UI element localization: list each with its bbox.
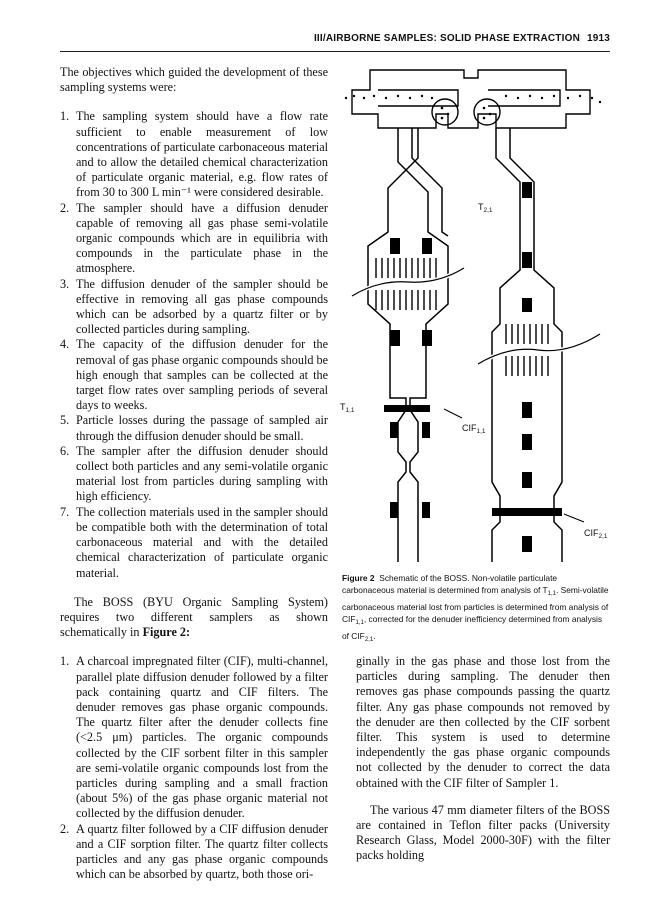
figure-reference: Figure 2 (142, 625, 187, 640)
list-item (60, 109, 328, 200)
caption-sub-1: 1,1 (547, 591, 556, 598)
label-cif21-sub: 2,1 (598, 533, 608, 540)
cyclone-left (432, 99, 458, 125)
label-t21-sub: 2,1 (483, 207, 493, 214)
list-item (60, 413, 328, 443)
caption-label: Figure 2 (342, 573, 375, 583)
label-t11-sub: 1,1 (345, 407, 355, 414)
left-column (60, 65, 328, 882)
list-item-number: 2. (60, 821, 70, 836)
list-item-number: 1. (60, 109, 70, 124)
label-cif21 (584, 528, 608, 540)
boss-intro-colon: : (186, 625, 191, 640)
list-item (60, 505, 328, 581)
right-column-text (356, 654, 610, 864)
samplers-list (60, 654, 328, 882)
inlet-manifold-inner-left (378, 90, 458, 106)
section-title: III/AIRBORNE SAMPLES: SOLID PHASE EXTRACTION (313, 33, 580, 44)
boss-intro-paragraph (60, 595, 328, 641)
list-item-number: 2. (60, 200, 70, 215)
caption-text-4: . (373, 630, 376, 641)
list-item-text: A quartz filter followed by a CIF diffusion denuder and a CIF sorption filter. The quartz filter collects particles and any gas phase organic compounds which can be absorbed by quartz, both those ori- (76, 821, 328, 882)
list-item-text: The sampler should have a diffusion denuder capable of removing all gas phase semi-volatile organic compounds which are in equilibria with compounds in the particulate phase in the atmosphere. (76, 200, 328, 276)
list-item-text: The diffusion denuder of the sampler should be effective in removing all gas phase compounds which can be adsorbed by a quartz filter or by collected particles during sampling. (76, 276, 328, 337)
list-item (60, 444, 328, 505)
objectives-list (60, 109, 328, 580)
list-item-number: 5. (60, 413, 70, 428)
caption-sub-3: 2,1 (364, 636, 374, 643)
intro-paragraph: The objectives which guided the development of these sampling systems were: (60, 65, 328, 95)
cyclone-right (474, 99, 500, 125)
list-item-number: 3. (60, 276, 70, 291)
label-t11-main: T (340, 402, 346, 412)
list-item-text: The capacity of the diffusion denuder for the removal of gas phase organic compounds should be high enough that samples can be collected at the target flow rates over sampling periods of several days to weeks. (76, 337, 328, 413)
list-item (60, 277, 328, 338)
denuder-2 (478, 324, 600, 376)
list-item-number: 7. (60, 504, 70, 519)
label-t11 (340, 402, 355, 414)
list-item-number: 1. (60, 654, 70, 669)
cif21-leader (564, 514, 584, 522)
caption-text-3: , corrected for the denuder inefficiency determined from analysis of CIF (342, 614, 603, 641)
figure-caption (342, 572, 610, 646)
label-t21-main: T (478, 202, 484, 212)
label-cif11-sub: 1,1 (476, 428, 486, 435)
continuation-paragraph: ginally in the gas phase and those lost from the particles during sampling. The denuder then removes gas phase compounds passing the quartz filter. Any gas phase compounds not removed by the denuder are then collected by the CIF sorbent filter. This system is used to determine independently the gas phase organic compounds not collected by the denuder to correct the data obtained with the CIF filter of Sampler 1. (356, 654, 610, 790)
list-item-text: Particle losses during the passage of sampled air through the diffusion denuder should be small. (76, 413, 328, 443)
list-item-text: The sampler after the diffusion denuder should collect both particles and any semi-volatile organic material lost from particles during sampling with high efficiency. (76, 443, 328, 504)
list-item (60, 654, 328, 821)
quartz-filter-t11 (384, 405, 430, 412)
list-item-text: The collection materials used in the sampler should be compatible both with the determination of total carbonaceous material and with the detailed chemical characterization of particulate organic material. (76, 504, 328, 580)
label-cif21-main: CIF (584, 528, 599, 538)
inlet-manifold (352, 70, 590, 128)
sampler-2-outer-left (492, 128, 520, 562)
label-cif11 (462, 423, 486, 435)
boss-intro-text: The BOSS (BYU Organic Sampling System) requires two different samplers as shown schematically in (60, 594, 328, 640)
list-item-text: The sampling system should have a flow rate sufficient to enable measurement of low concentrations of particulate carbonaceous material and to allow the detailed chemical characterization of particulate organic material, e.g. flow rates of from 30 to 300 L min⁻¹ were considered desirable. (76, 109, 328, 200)
list-item (60, 822, 328, 883)
caption-sub-2: 1,1 (355, 620, 364, 627)
cif-filter-2 (492, 508, 562, 516)
denuder-1 (352, 258, 464, 310)
inlet-manifold-inner-right (488, 90, 560, 106)
running-header (60, 33, 610, 52)
label-cif11-main: CIF (462, 423, 477, 433)
list-item-number: 6. (60, 443, 70, 458)
list-item-number: 4. (60, 337, 70, 352)
filters-paragraph: The various 47 mm diameter filters of the BOSS are contained in Teflon filter packs (University Research Glass, Model 2000-30F) with the filter packs holding (356, 802, 610, 863)
sampler-2-outer-right (510, 128, 562, 562)
inlet-dots (345, 95, 601, 120)
list-item (60, 337, 328, 413)
cif11-leader (444, 409, 462, 418)
caption-text-2: . Semi-volatile carbonaceous material lost from particles is determined from analysis of CIF (342, 585, 609, 625)
label-t21 (478, 202, 493, 214)
boss-schematic-figure (338, 62, 610, 562)
sampler-1 (368, 128, 448, 562)
list-item (60, 201, 328, 277)
page-number: 1913 (586, 33, 610, 44)
list-item-text: A charcoal impregnated filter (CIF), multi-channel, parallel plate diffusion denuder followed by a filter pack containing quartz and CIF filters. The denuder removes gas phase organic compounds. The quartz filter after the denuder collects fine (<2.5 μm) particles. The organic compounds collected by the CIF sorbent filter in this sampler are semi-volatile organic compounds lost from the particles during sampling and a small fraction (about 5%) of the gas phase organic material not collected by the diffusion denuder. (76, 654, 328, 821)
caption-text-1: Schematic of the BOSS. Non-volatile particulate carbonaceous material is determined from analysis of T (342, 573, 558, 596)
